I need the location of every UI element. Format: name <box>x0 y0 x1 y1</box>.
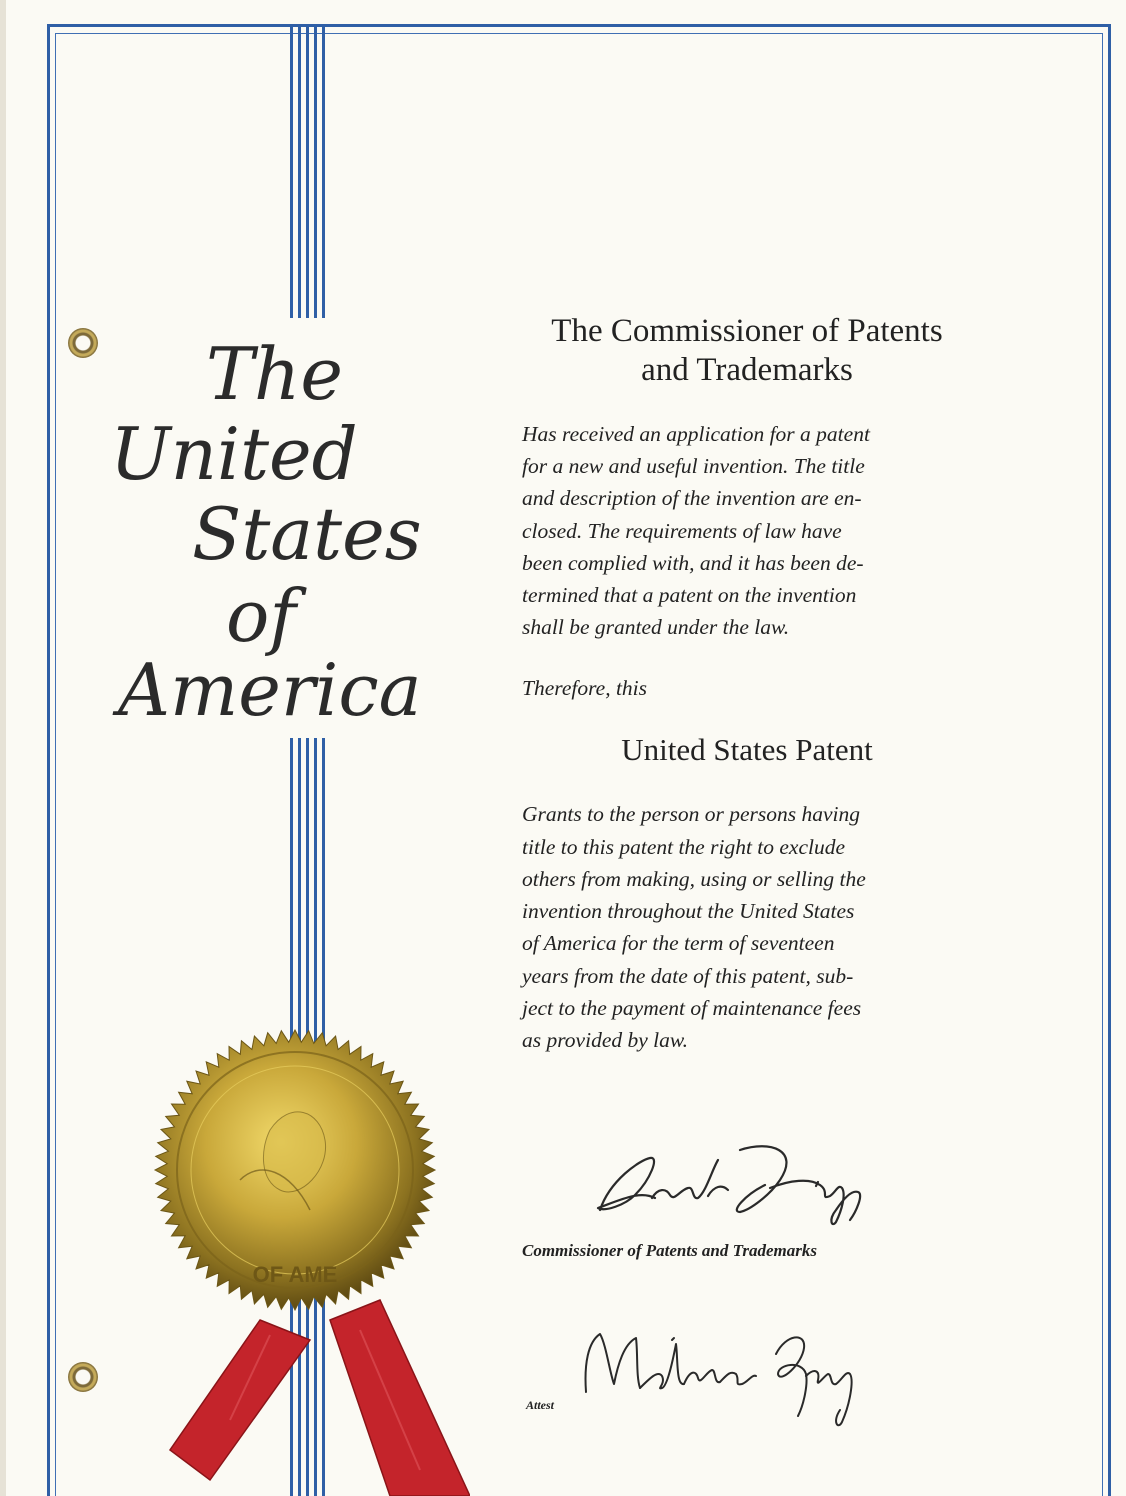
paragraph-application <box>522 418 972 644</box>
p2-line: of America for the term of seventeen <box>522 931 835 956</box>
p2-line: title to this patent the right to exclude <box>522 834 846 859</box>
p1-line: shall be granted under the law. <box>522 615 790 640</box>
p1-line: for a new and useful invention. The title <box>522 454 865 479</box>
title-america: America <box>118 648 422 732</box>
patent-heading: United States Patent <box>621 731 873 767</box>
title-the: The <box>206 332 344 416</box>
red-ribbon <box>150 1280 470 1496</box>
p1-line: been complied with, and it has been de- <box>522 550 864 575</box>
p1-line: termined that a patent on the invention <box>522 583 857 608</box>
binding-hole-bottom <box>68 1362 98 1392</box>
p1-line: and description of the invention are en- <box>522 486 862 511</box>
heading-line-2: and Trademarks <box>641 351 853 388</box>
attest-label: Attest <box>526 1398 555 1412</box>
attest-signature <box>566 1314 866 1434</box>
binding-hole-top <box>68 328 98 358</box>
signature-caption: Commissioner of Patents and Trademarks <box>522 1241 818 1260</box>
title-of: of <box>226 574 296 658</box>
p1-line: closed. The requirements of law have <box>522 518 842 543</box>
commissioner-signature <box>580 1140 890 1230</box>
heading-line-1: The Commissioner of Patents <box>551 313 943 349</box>
title-states: States <box>192 492 422 576</box>
p2-line: others from making, using or selling the <box>522 866 866 891</box>
p2-line: as provided by law. <box>522 1028 689 1053</box>
therefore-text: Therefore, this <box>522 675 648 700</box>
paper-edge <box>0 0 6 1496</box>
seal-text: OF AME <box>252 1262 338 1287</box>
p2-line: ject to the payment of maintenance fees <box>522 995 862 1020</box>
commissioner-heading <box>522 312 972 390</box>
p2-line: invention throughout the United States <box>522 899 855 924</box>
p2-line: years from the date of this patent, sub- <box>522 963 854 988</box>
title-block <box>106 318 466 738</box>
p1-line: Has received an application for a patent <box>522 421 870 446</box>
title-united: United <box>110 412 358 496</box>
paragraph-grant <box>522 798 972 1056</box>
certificate-text <box>522 312 972 1056</box>
p2-line: Grants to the person or persons having <box>522 802 861 827</box>
